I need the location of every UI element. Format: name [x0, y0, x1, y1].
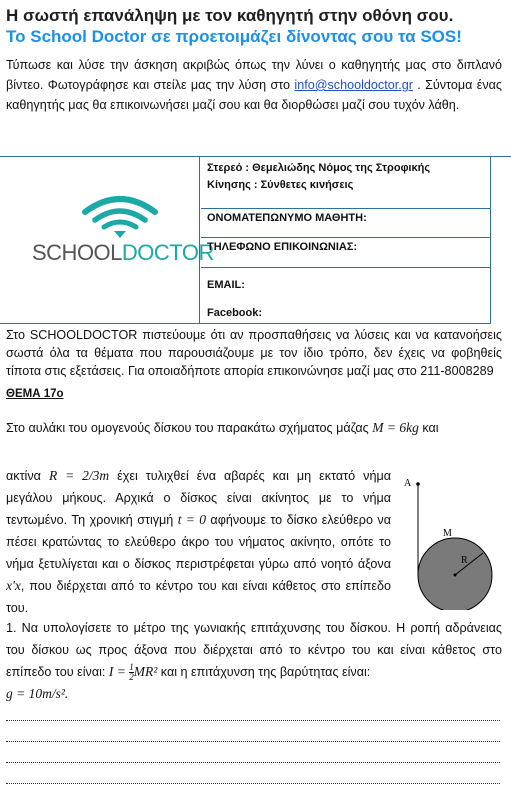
time-formula: t = 0 — [177, 512, 206, 527]
logo-text-doctor: DOCTOR — [121, 240, 214, 265]
subject-row — [201, 156, 491, 209]
phone-row — [201, 238, 491, 268]
subject-line2: Κίνησης : Σύνθετες κινήσεις — [207, 179, 354, 191]
label-A: Α — [404, 478, 412, 489]
problem-text-1b: και — [418, 421, 439, 435]
answer-line[interactable] — [6, 740, 500, 742]
answer-line[interactable] — [6, 761, 500, 763]
encouragement-paragraph: Στο SCHOOLDOCTOR πιστεύουμε ότι αν προσπαθήσεις να λύσεις και να κατανοήσεις σωστά όλα τα θέματα που παρουσιάζουμε με τον ίδιο τρόπο, δεν έχεις να φοβηθείς τίποτα στις εξετάσεις. Για οποιαδήποτε απορία επικοινώνησε μαζί μας στο 211-8008289 — [6, 328, 502, 378]
phone-label: ΤΗΛΕΦΩΝΟ ΕΠΙΚΟΙΝΩΝΙΑΣ: — [207, 241, 358, 253]
label-M: Μ — [443, 528, 452, 539]
intro-text-after: . Σύντομα ένας καθηγητής μας θα επικοινωνήσει μαζί σου και θα διορθώσει μαζί σου τυχόν λάθη. — [6, 78, 502, 112]
email-label: EMAIL: — [207, 279, 245, 291]
intro-paragraph — [6, 55, 502, 115]
logo-cell — [0, 156, 214, 324]
student-name-label: ΟΝΟΜΑΤΕΠΩΝΥΜΟ ΜΑΘΗΤΗ: — [207, 212, 367, 224]
subject-line1: Στερεό : Θεμελιώδης Νόμος της Στροφικής — [207, 162, 431, 174]
info-table — [0, 156, 491, 324]
inertia-formula: I = $\frac{1}{2}$ MR² — [108, 662, 158, 683]
problem-line1 — [6, 416, 502, 440]
student-name-row — [201, 209, 491, 238]
email-facebook-row — [201, 268, 491, 324]
header-title: Η σωστή επανάληψη με τον καθηγητή στην οθόνη σου. — [6, 6, 454, 25]
problem-text-2d: , που διέρχεται από το κέντρο του και είναι κάθετος στο επίπεδο του. — [6, 579, 391, 615]
header-subtitle: To School Doctor σε προετοιμάζει δίνοντας σου τα SOS! — [6, 27, 462, 46]
question-1-text-a: 1. Να υπολογίσετε το μέτρο της γωνιακής επιτάχυνσης του δίσκου. Η ροπή αδράνειας του δίσκου ως προς άξονα που διέρχεται από το κέντρο του και είναι κάθετος στο επίπεδο του είναι: — [6, 621, 502, 679]
mass-formula: M = 6kg — [372, 420, 419, 435]
problem-text-2b: έχει τυλιχθεί ένα αβαρές και μη εκτατό νήμα μεγάλου μήκους. Αρχικά ο δίσκος είναι ακίνητος με το νήμα τεντωμένο. Τη χρονική στιγμή — [6, 469, 392, 527]
axis-formula: x'x — [6, 578, 21, 593]
facebook-label: Facebook: — [207, 307, 263, 319]
disk-figure — [395, 470, 505, 610]
logo-wordmark — [32, 240, 214, 266]
logo-text-school: SCHOOL — [32, 240, 122, 265]
problem-body — [6, 465, 391, 619]
question-1 — [6, 617, 502, 705]
answer-line[interactable] — [6, 719, 500, 721]
label-R: R — [461, 555, 468, 566]
problem-text-2c: αφήνουμε το δίσκο ελεύθερο να πέσει κρατώντας το ελεύθερο άκρο του νήματος ακίνητο, οπότε το νήμα ξετυλίγεται και ο δίσκος περιστρέφεται γύρω από νοητό άξονα — [6, 513, 391, 571]
problem-text-2a: ακτίνα — [6, 469, 49, 483]
gravity-formula: g = 10m/s². — [6, 686, 69, 701]
email-link[interactable]: info@schooldoctor.gr — [294, 78, 413, 92]
radius-formula: R = 2/3m — [48, 468, 110, 483]
question-1-text-b: και η επιτάχυνση της βαρύτητας είναι: — [157, 665, 371, 679]
answer-line[interactable] — [6, 782, 500, 784]
intro-text-before: Τύπωσε και λύσε την άσκηση ακριβώς όπως την λύνει ο καθηγητής μας στο διπλανό βίντεο. Φωτογράφησε και στείλε μας την λύση στο — [6, 58, 502, 92]
thema-title: ΘΕΜΑ 17ο — [6, 388, 64, 400]
problem-text-1a: Στο αυλάκι του ομογενούς δίσκου του παρακάτω σχήματος μάζας — [6, 421, 373, 435]
